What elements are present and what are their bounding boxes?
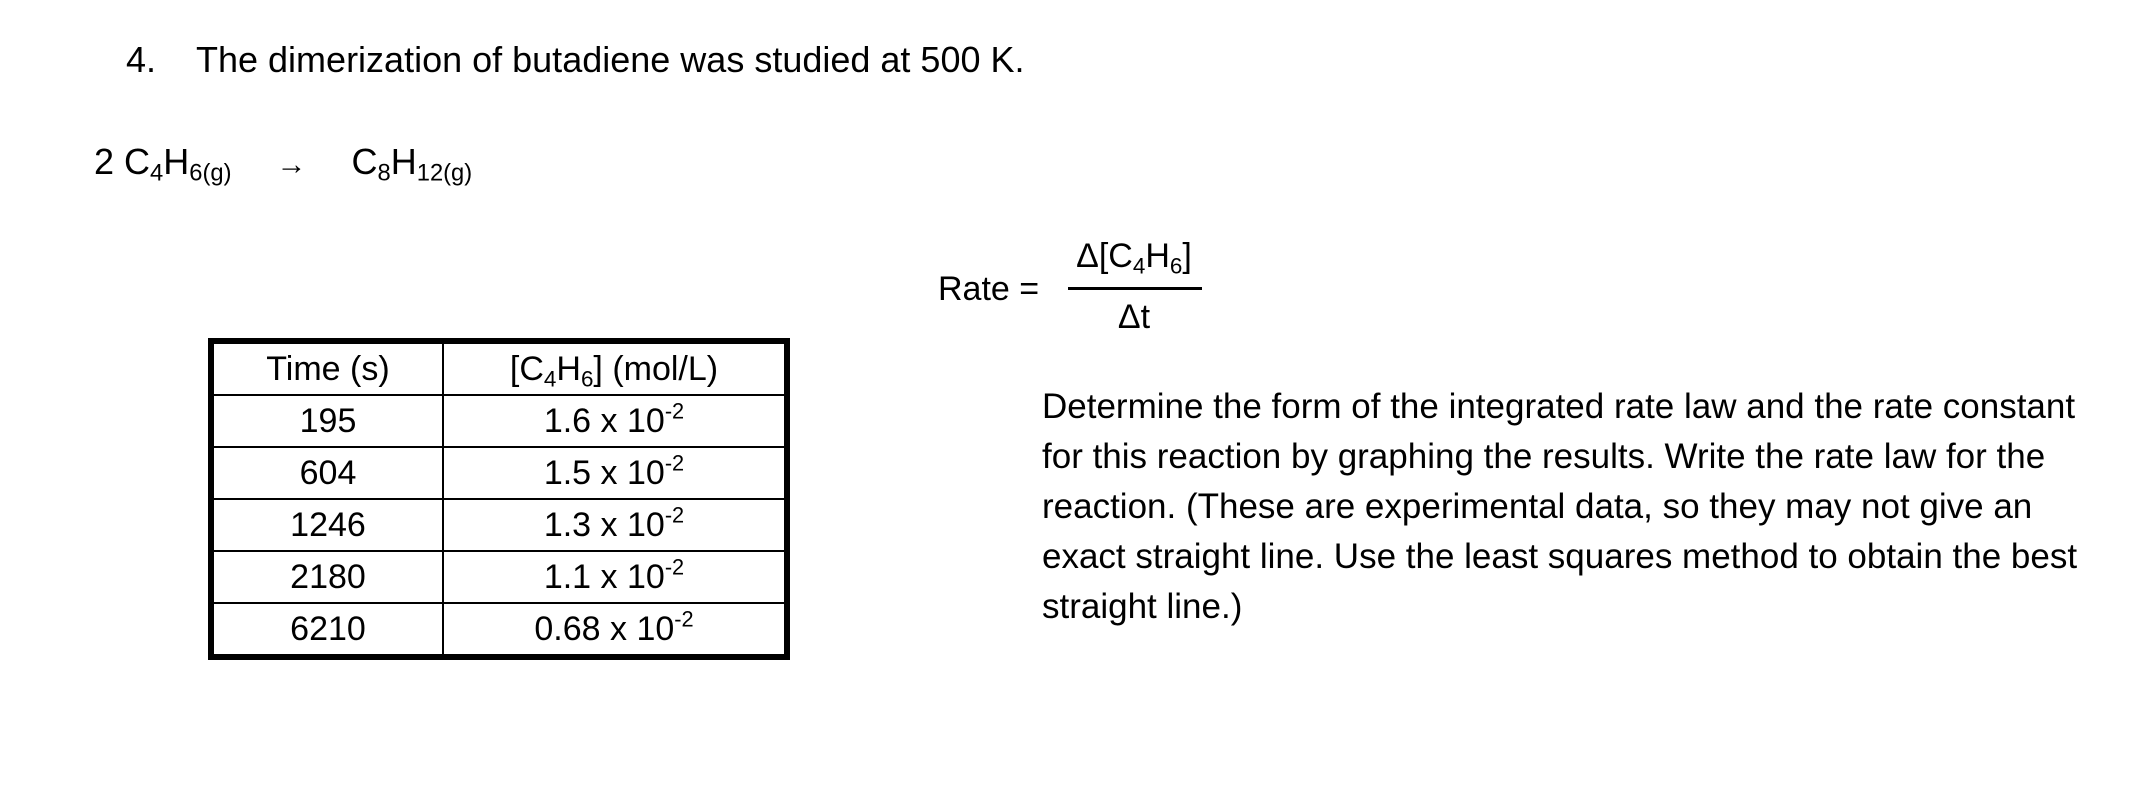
reaction-arrow-icon: → xyxy=(276,148,307,181)
cell-mantissa: 1.1 x 10 xyxy=(543,558,665,596)
cell-concentration xyxy=(443,447,787,499)
cell-time: 6210 xyxy=(211,603,443,657)
cell-exponent: -2 xyxy=(664,502,685,528)
header-conc-prefix: [C xyxy=(509,350,544,388)
cell-concentration xyxy=(443,499,787,551)
product-c-subscript: 8 xyxy=(377,159,391,187)
cell-time: 195 xyxy=(211,395,443,447)
header-conc-h: H xyxy=(556,350,581,388)
reactant-c-subscript: 4 xyxy=(150,159,164,187)
table-row xyxy=(211,603,787,657)
cell-exponent: -2 xyxy=(664,398,685,424)
rate-num-h: H xyxy=(1145,237,1170,275)
rate-numerator xyxy=(1064,233,1204,279)
cell-concentration xyxy=(443,603,787,657)
rate-num-c-subscript: 4 xyxy=(1132,253,1146,279)
cell-time: 604 xyxy=(211,447,443,499)
header-conc-h-subscript: 6 xyxy=(580,366,594,392)
fraction-bar xyxy=(1068,287,1202,290)
reactant-c: C xyxy=(124,141,151,182)
data-table xyxy=(208,338,790,660)
question-text: The dimerization of butadiene was studied at 500 K. xyxy=(196,39,1025,80)
cell-concentration xyxy=(443,551,787,603)
product-h-subscript: 12(g) xyxy=(416,159,473,187)
cell-concentration xyxy=(443,395,787,447)
rate-num-suffix: ] xyxy=(1182,237,1192,275)
reactant-formula xyxy=(124,141,232,187)
header-time: Time (s) xyxy=(211,341,443,395)
cell-time: 1246 xyxy=(211,499,443,551)
header-concentration xyxy=(443,341,787,395)
cell-exponent: -2 xyxy=(674,606,694,632)
reactant-h: H xyxy=(163,141,190,182)
cell-mantissa: 1.6 x 10 xyxy=(543,402,665,440)
cell-exponent: -2 xyxy=(664,554,685,580)
reactant-coefficient: 2 xyxy=(94,141,115,182)
question-number: 4. xyxy=(126,39,157,80)
product-c: C xyxy=(351,141,378,182)
cell-time: 2180 xyxy=(211,551,443,603)
table-row xyxy=(211,551,787,603)
cell-mantissa: 1.5 x 10 xyxy=(543,454,665,492)
rate-num-prefix: Δ[C xyxy=(1076,237,1133,275)
cell-mantissa: 1.3 x 10 xyxy=(543,506,665,544)
table-header-row xyxy=(211,341,787,395)
cell-mantissa: 0.68 x 10 xyxy=(534,610,675,648)
rate-denominator: Δt xyxy=(1117,298,1151,336)
header-conc-c-subscript: 4 xyxy=(543,366,557,392)
table-row xyxy=(211,447,787,499)
table-row xyxy=(211,395,787,447)
rate-label: Rate = xyxy=(938,270,1040,308)
header-conc-suffix: ] (mol/L) xyxy=(593,350,719,388)
product-h: H xyxy=(390,141,417,182)
reaction-equation xyxy=(94,138,472,189)
instructions-paragraph: Determine the form of the integrated rate law and the rate constant for this reaction by graphing the results. Write the rate law for the reaction. (These are experimental data, so they may not give an exact straight line. Use the least squares method to obtain the best straight line.) xyxy=(1042,387,2078,626)
cell-exponent: -2 xyxy=(664,450,685,476)
question-heading xyxy=(126,36,1025,84)
rate-num-h-subscript: 6 xyxy=(1169,253,1183,279)
table-row xyxy=(211,499,787,551)
reactant-h-subscript: 6(g) xyxy=(189,159,232,187)
product-formula xyxy=(351,141,473,187)
